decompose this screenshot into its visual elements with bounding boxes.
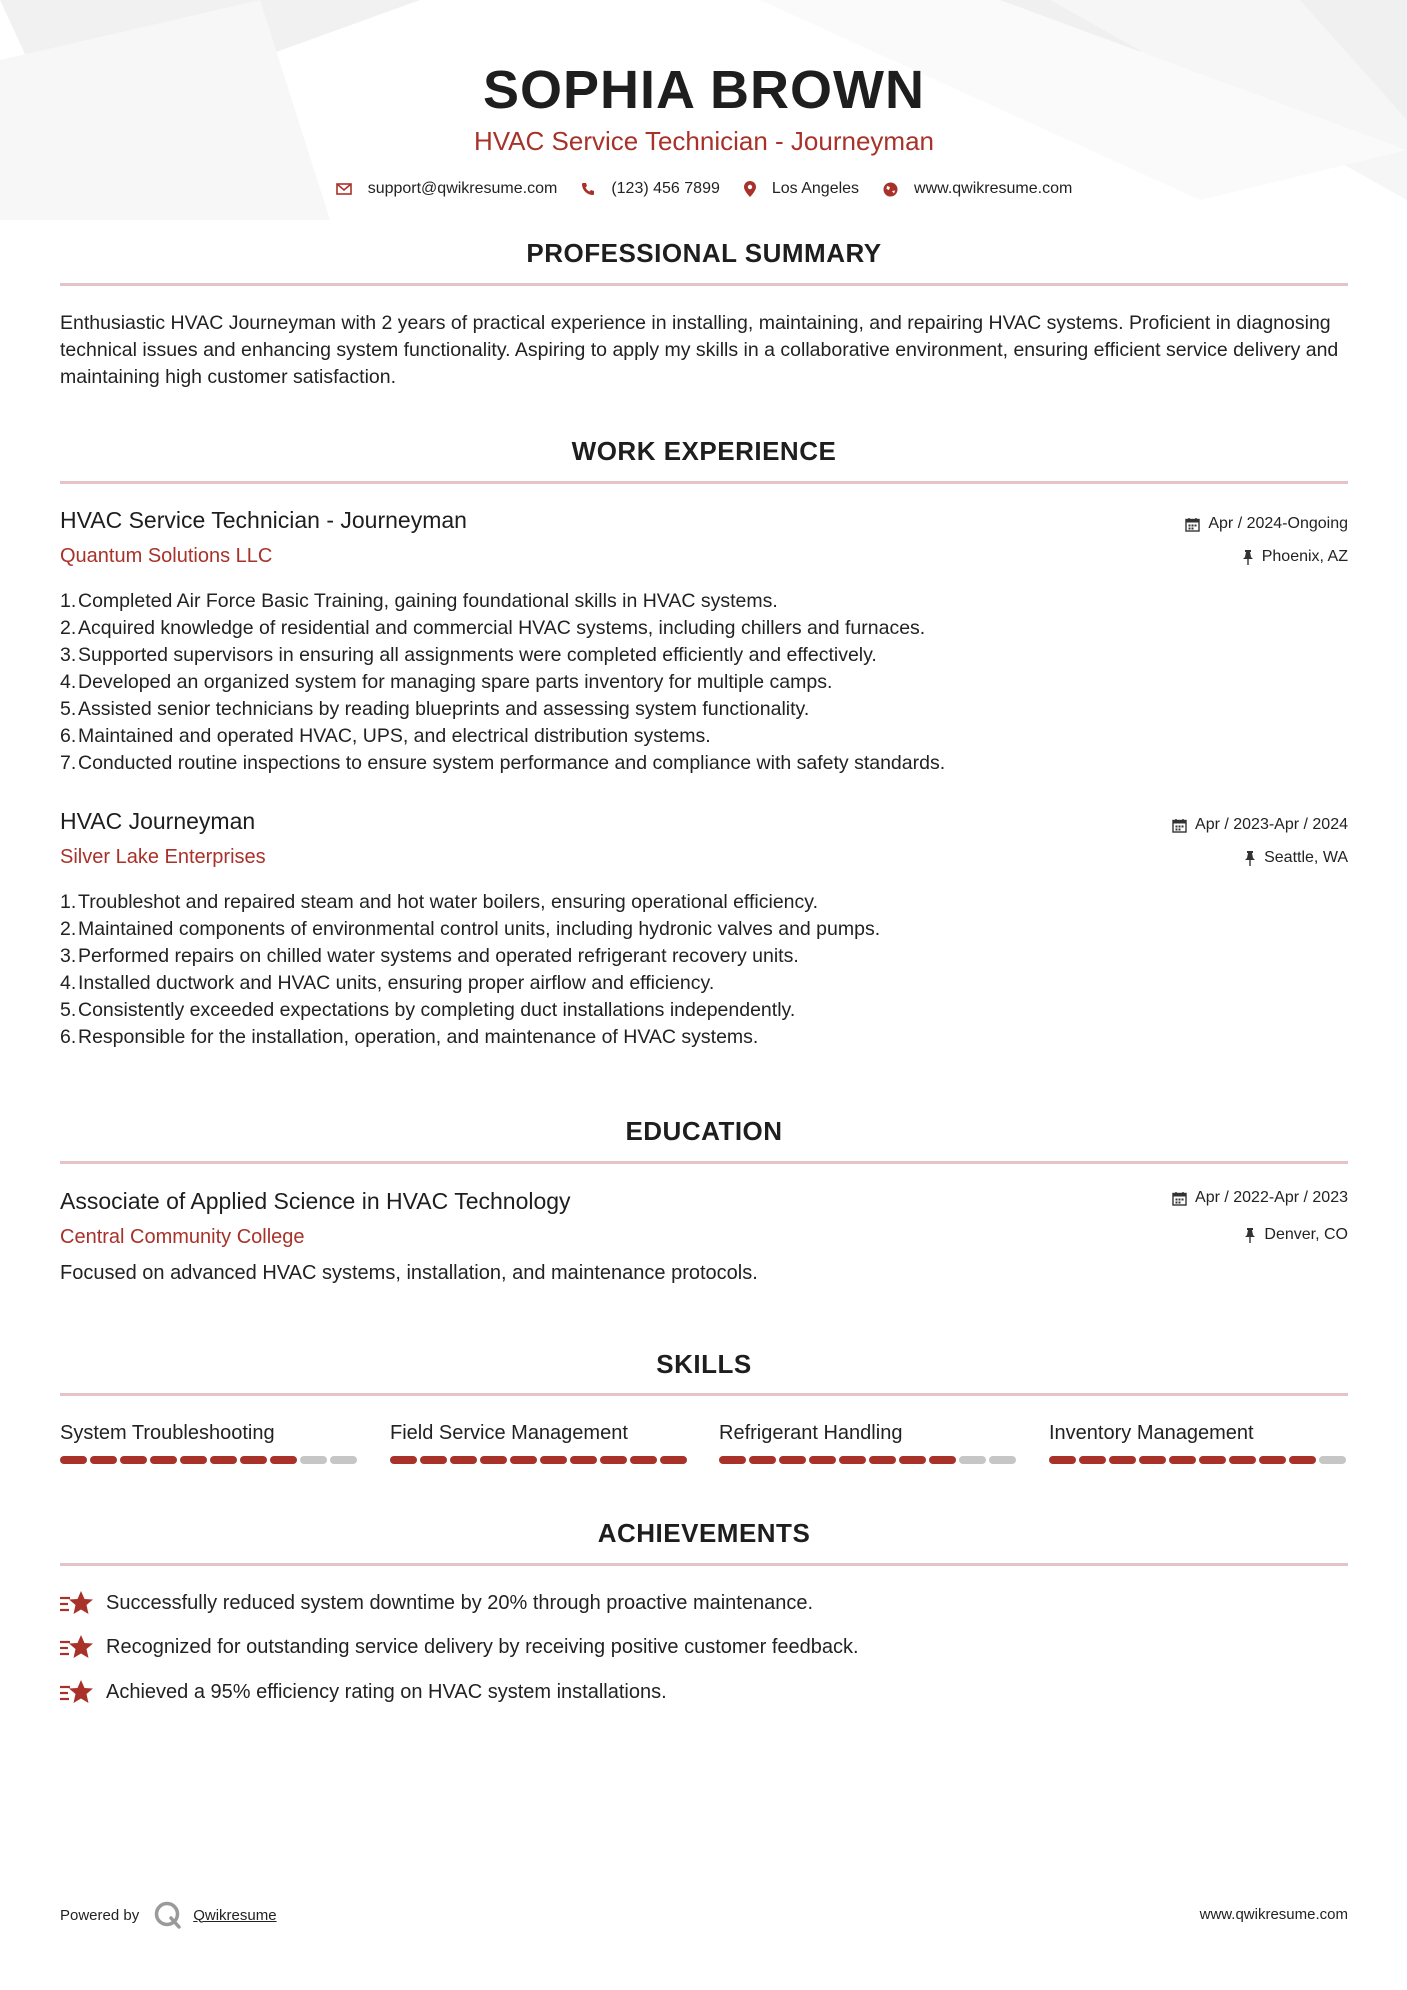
- school-name: Central Community College: [60, 1226, 305, 1248]
- skills-divider: [60, 1393, 1348, 1396]
- skill-segment-filled: [60, 1456, 87, 1464]
- skill-segment-filled: [420, 1456, 447, 1464]
- qwikresume-link[interactable]: Qwikresume: [193, 1906, 277, 1924]
- skill-segment-filled: [839, 1456, 866, 1464]
- skill-segment-filled: [240, 1456, 267, 1464]
- skill-segment-filled: [779, 1456, 806, 1464]
- list-item: 6. Maintained and operated HVAC, UPS, and electrical distribution systems.: [60, 725, 711, 747]
- resume-page: [60, 0, 1348, 1990]
- star-icon: [60, 1590, 94, 1616]
- map-pin-icon: [744, 181, 756, 197]
- list-item: 1. Troubleshot and repaired steam and hot water boilers, ensuring operational efficiency.: [60, 891, 818, 913]
- phone-icon: [581, 182, 595, 196]
- skill-rating-bar: [1049, 1456, 1349, 1464]
- skill-segment-empty: [300, 1456, 327, 1464]
- job-location: [1244, 849, 1348, 867]
- achievement-text: Successfully reduced system downtime by 20% through proactive maintenance.: [106, 1591, 814, 1614]
- job-bullet-list: [60, 889, 880, 1051]
- education-heading: EDUCATION: [625, 1116, 783, 1146]
- skill-segment-filled: [749, 1456, 776, 1464]
- skill-segment-filled: [1199, 1456, 1226, 1464]
- summary-divider: [60, 283, 1348, 286]
- job-title: HVAC Journeyman: [60, 808, 256, 834]
- skill-segment-filled: [600, 1456, 627, 1464]
- skills-heading: SKILLS: [656, 1349, 752, 1379]
- job-dates-text: Apr / 2024-Ongoing: [1208, 515, 1348, 532]
- summary-text: Enthusiastic HVAC Journeyman with 2 years of practical experience in installing, maintaining, and repairing HVAC systems. Proficient in diagnosing technical issues and enhancing system functionality. Aspiring to apply my skills in a collaborative environment, ensuring efficient service delivery and maintaining high customer satisfaction.: [60, 312, 1339, 388]
- pushpin-icon: [1244, 851, 1256, 866]
- skill-segment-filled: [450, 1456, 477, 1464]
- skill-item: [60, 1420, 360, 1464]
- list-item: 3. Performed repairs on chilled water systems and operated refrigerant recovery units.: [60, 945, 799, 967]
- job-title: HVAC Service Technician - Journeyman: [60, 507, 467, 533]
- envelope-icon: [336, 183, 352, 195]
- job-dates: [1185, 515, 1348, 533]
- skill-segment-filled: [1109, 1456, 1136, 1464]
- skill-segment-filled: [270, 1456, 297, 1464]
- calendar-icon: [1185, 517, 1200, 532]
- experience-divider: [60, 481, 1348, 484]
- website-text: www.qwikresume.com: [914, 180, 1073, 197]
- list-item: 2. Maintained components of environmental control units, including hydronic valves and pumps.: [60, 918, 881, 940]
- skill-segment-filled: [90, 1456, 117, 1464]
- list-item: 5. Assisted senior technicians by reading blueprints and assessing system functionality.: [60, 698, 810, 720]
- skill-segment-filled: [570, 1456, 597, 1464]
- skill-segment-filled: [180, 1456, 207, 1464]
- candidate-role: HVAC Service Technician - Journeyman: [473, 126, 934, 156]
- list-item: 2. Acquired knowledge of residential and commercial HVAC systems, including chillers and furnaces.: [60, 617, 926, 639]
- skill-segment-filled: [1169, 1456, 1196, 1464]
- achievements-heading: ACHIEVEMENTS: [597, 1518, 811, 1548]
- job-dates-text: Apr / 2023-Apr / 2024: [1195, 816, 1348, 833]
- contact-email[interactable]: [336, 180, 558, 198]
- skill-item: [390, 1420, 690, 1464]
- pushpin-icon: [1242, 550, 1254, 565]
- skill-rating-bar: [390, 1456, 690, 1464]
- skill-segment-filled: [1259, 1456, 1286, 1464]
- job-dates: [1172, 816, 1348, 834]
- achievement-item: [60, 1590, 813, 1616]
- skill-segment-empty: [1319, 1456, 1346, 1464]
- powered-by-label: Powered by: [60, 1906, 140, 1924]
- education-dates-text: Apr / 2022-Apr / 2023: [1195, 1189, 1348, 1206]
- skill-segment-filled: [390, 1456, 417, 1464]
- list-item: 1. Completed Air Force Basic Training, gaining foundational skills in HVAC systems.: [60, 590, 778, 612]
- skill-segment-filled: [1079, 1456, 1106, 1464]
- skill-segment-filled: [630, 1456, 657, 1464]
- skill-name: Inventory Management: [1049, 1422, 1254, 1444]
- email-text: support@qwikresume.com: [367, 180, 558, 197]
- job-bullet-list: [60, 588, 945, 777]
- skill-segment-filled: [510, 1456, 537, 1464]
- degree-title: Associate of Applied Science in HVAC Technology: [60, 1188, 571, 1214]
- skill-segment-empty: [330, 1456, 357, 1464]
- education-divider: [60, 1161, 1348, 1164]
- skill-name: Field Service Management: [390, 1422, 628, 1444]
- list-item: 3. Supported supervisors in ensuring all assignments were completed efficiently and effectively.: [60, 644, 877, 666]
- skill-segment-filled: [899, 1456, 926, 1464]
- skill-segment-filled: [1139, 1456, 1166, 1464]
- phone-text: (123) 456 7899: [611, 180, 720, 197]
- skill-segment-filled: [1229, 1456, 1256, 1464]
- footer-website[interactable]: www.qwikresume.com: [1199, 1906, 1348, 1923]
- footer-powered-by: [60, 1900, 277, 1930]
- star-icon: [60, 1679, 94, 1705]
- list-item: 5. Consistently exceeded expectations by completing duct installations independently.: [60, 999, 796, 1021]
- contact-location: [744, 180, 859, 198]
- globe-icon: [883, 182, 898, 197]
- star-icon: [60, 1634, 94, 1660]
- calendar-icon: [1172, 1191, 1187, 1206]
- skill-segment-filled: [210, 1456, 237, 1464]
- skill-segment-filled: [869, 1456, 896, 1464]
- list-item: 7. Conducted routine inspections to ensure system performance and compliance with safety standards.: [60, 752, 946, 774]
- location-text: Los Angeles: [771, 180, 860, 197]
- list-item: 6. Responsible for the installation, operation, and maintenance of HVAC systems.: [60, 1026, 759, 1048]
- skill-segment-empty: [959, 1456, 986, 1464]
- list-item: 4. Developed an organized system for managing spare parts inventory for multiple camps.: [60, 671, 833, 693]
- contact-bar: [60, 180, 1348, 198]
- education-location: [1244, 1226, 1348, 1244]
- experience-heading: WORK EXPERIENCE: [571, 436, 837, 466]
- calendar-icon: [1172, 818, 1187, 833]
- summary-heading: PROFESSIONAL SUMMARY: [526, 238, 882, 268]
- candidate-name: SOPHIA BROWN: [483, 60, 925, 120]
- job-company: Quantum Solutions LLC: [60, 545, 273, 567]
- skill-item: [719, 1420, 1019, 1464]
- skill-segment-filled: [120, 1456, 147, 1464]
- qwikresume-logo-icon: [153, 1900, 183, 1930]
- skill-segment-filled: [150, 1456, 177, 1464]
- skill-name: Refrigerant Handling: [719, 1422, 903, 1444]
- skill-segment-filled: [480, 1456, 507, 1464]
- skill-segment-filled: [660, 1456, 687, 1464]
- achievement-text: Recognized for outstanding service delivery by receiving positive customer feedback.: [106, 1635, 859, 1658]
- skill-rating-bar: [60, 1456, 360, 1464]
- achievement-text: Achieved a 95% efficiency rating on HVAC system installations.: [106, 1680, 667, 1703]
- job-location-text: Phoenix, AZ: [1261, 548, 1348, 565]
- skill-rating-bar: [719, 1456, 1019, 1464]
- skill-name: System Troubleshooting: [60, 1422, 275, 1444]
- skill-segment-filled: [719, 1456, 746, 1464]
- job-company: Silver Lake Enterprises: [60, 846, 266, 868]
- job-location-text: Seattle, WA: [1264, 849, 1348, 866]
- skill-segment-filled: [540, 1456, 567, 1464]
- achievements-divider: [60, 1563, 1348, 1566]
- education-description: Focused on advanced HVAC systems, installation, and maintenance protocols.: [60, 1262, 758, 1284]
- achievement-item: [60, 1634, 859, 1660]
- pushpin-icon: [1244, 1228, 1256, 1243]
- education-location-text: Denver, CO: [1264, 1226, 1348, 1243]
- achievement-item: [60, 1679, 667, 1705]
- list-item: 4. Installed ductwork and HVAC units, ensuring proper airflow and efficiency.: [60, 972, 715, 994]
- skill-segment-filled: [1049, 1456, 1076, 1464]
- contact-website[interactable]: [883, 180, 1072, 198]
- job-location: [1242, 548, 1348, 566]
- skill-item: [1049, 1420, 1349, 1464]
- education-dates: [1172, 1189, 1348, 1207]
- skill-segment-filled: [1289, 1456, 1316, 1464]
- skill-segment-filled: [809, 1456, 836, 1464]
- resume-header: [60, 0, 1348, 198]
- skill-segment-filled: [929, 1456, 956, 1464]
- skill-segment-empty: [989, 1456, 1016, 1464]
- contact-phone[interactable]: [581, 180, 720, 198]
